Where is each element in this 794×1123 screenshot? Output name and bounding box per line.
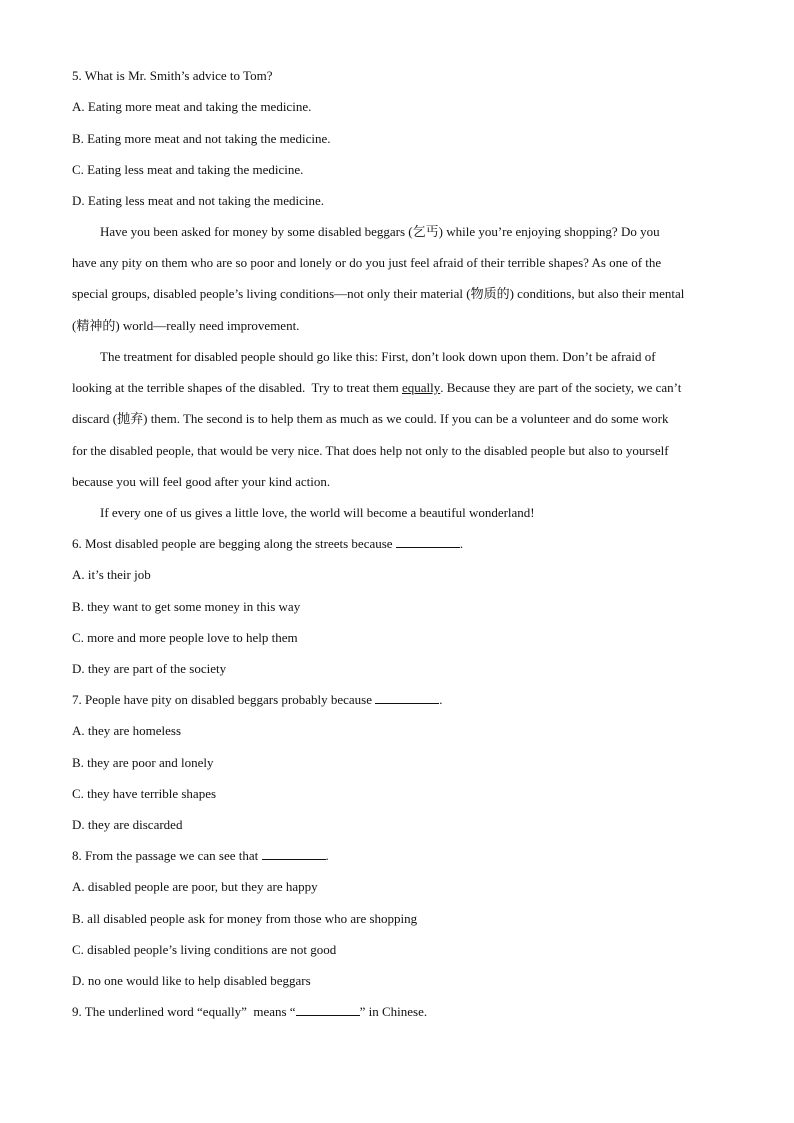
question-5-option-b: B. Eating more meat and not taking the medicine. <box>72 131 331 146</box>
question-6-option-a: A. it’s their job <box>72 567 151 582</box>
passage-paragraph-2 <box>72 347 722 503</box>
answer-blank <box>262 846 326 860</box>
question-7-option-b: B. they are poor and lonely <box>72 755 214 770</box>
question-8-option-a: A. disabled people are poor, but they are happy <box>72 879 318 894</box>
passage-p1-line-3: special groups, disabled people’s living conditions—not only their material (物质的) conditions, but also their mental <box>72 286 685 302</box>
passage-p2-line-2-before: looking at the terrible shapes of the disabled. Try to treat them <box>72 380 402 396</box>
passage-p2-line-2 <box>72 378 722 409</box>
question-8-stem <box>72 846 722 866</box>
answer-blank <box>375 690 439 704</box>
passage-p2-line-5: because you will feel good after your kind action. <box>72 473 331 489</box>
question-9-text-before: 9. The underlined word “equally” means “ <box>72 1004 296 1019</box>
question-5-option-c: C. Eating less meat and taking the medicine. <box>72 162 304 177</box>
question-9-text-after: ” in Chinese. <box>359 1004 428 1019</box>
question-7-stem <box>72 690 722 710</box>
question-7-option-a: A. they are homeless <box>72 723 182 738</box>
question-8-period: . <box>325 848 329 863</box>
question-7-period: . <box>439 692 443 707</box>
question-8-option-c: C. disabled people’s living conditions are not good <box>72 942 337 957</box>
passage-p1-line-2: have any pity on them who are so poor and lonely or do you just feel afraid of their terrible shapes? As one of the <box>72 255 662 271</box>
passage-p1-line-4: (精神的) world—really need improvement. <box>72 317 300 333</box>
passage-p2-line-4: for the disabled people, that would be very nice. That does help not only to the disabled people but also to yourself <box>72 442 669 458</box>
question-8-option-d: D. no one would like to help disabled beggars <box>72 973 311 988</box>
question-9-stem <box>72 1002 722 1022</box>
question-6-option-d: D. they are part of the society <box>72 661 227 676</box>
question-8-option-b: B. all disabled people ask for money from those who are shopping <box>72 911 418 926</box>
question-6-period: . <box>459 536 464 551</box>
question-7-option-d: D. they are discarded <box>72 817 183 832</box>
passage-p2-line-3: discard (抛弃) them. The second is to help them as much as we could. If you can be a volunteer and do some work <box>72 411 669 427</box>
passage-paragraph-3: If every one of us gives a little love, the world will become a beautiful wonderland! <box>100 505 535 520</box>
question-5-stem: 5. What is Mr. Smith’s advice to Tom? <box>72 68 273 83</box>
passage-p2-line-1: The treatment for disabled people should go like this: First, don’t look down upon them. Don’t be afraid of <box>100 349 656 364</box>
question-6-option-c: C. more and more people love to help them <box>72 630 298 645</box>
question-8-text: 8. From the passage we can see that <box>72 848 259 863</box>
question-5-option-a: A. Eating more meat and taking the medicine. <box>72 99 312 114</box>
question-7-text: 7. People have pity on disabled beggars probably because <box>72 692 372 707</box>
underlined-word-equally: equally <box>402 380 441 396</box>
passage-paragraph-1 <box>72 222 722 347</box>
question-5-option-d: D. Eating less meat and not taking the medicine. <box>72 193 324 208</box>
answer-blank <box>296 1002 360 1016</box>
passage-p1-line-1: Have you been asked for money by some disabled beggars (乞丐) while you’re enjoying shopping? Do you <box>100 224 660 239</box>
passage-p2-line-2-after: . Because they are part of the society, we can’t <box>440 380 682 396</box>
answer-blank <box>396 534 460 548</box>
question-6-option-b: B. they want to get some money in this way <box>72 599 301 614</box>
question-6-text: 6. Most disabled people are begging along the streets because <box>72 536 393 551</box>
question-6-stem <box>72 534 722 554</box>
question-7-option-c: C. they have terrible shapes <box>72 786 217 801</box>
